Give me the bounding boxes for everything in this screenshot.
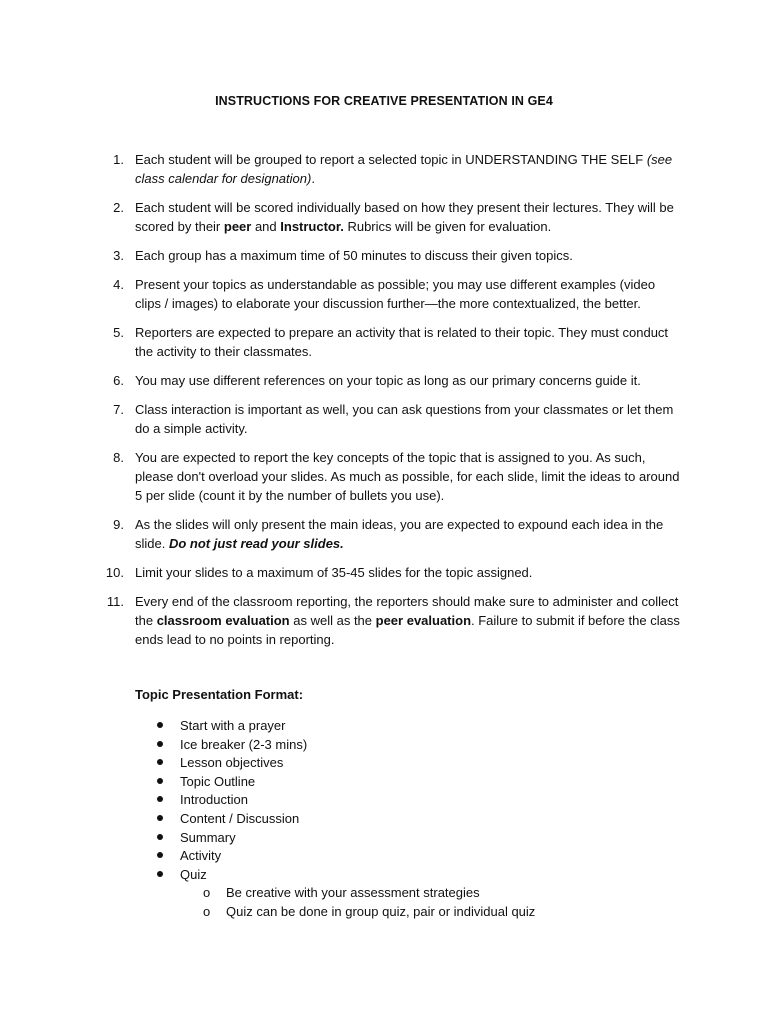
- bullet-dot-icon: [157, 796, 163, 802]
- item-text: [135, 246, 683, 265]
- bullet-dot-icon: [157, 834, 163, 840]
- item-text-run: classroom evaluation: [156, 613, 290, 628]
- format-bullet-label: Summary: [180, 829, 236, 845]
- item-number: 1.: [113, 152, 124, 167]
- item-text-run: Each group has a maximum time of 50 minutes to discuss their given topics.: [135, 248, 573, 263]
- bullet-dot-icon: [157, 852, 163, 858]
- item-number: 7.: [113, 402, 124, 417]
- item-text-run: Instructor.: [280, 219, 344, 234]
- topic-format-heading: Topic Presentation Format:: [135, 687, 304, 702]
- item-text: [135, 323, 683, 361]
- bullet-dot-icon: [157, 871, 163, 877]
- item-number: 5.: [113, 325, 124, 340]
- item-number: 2.: [113, 200, 124, 215]
- quiz-subitem-label: Be creative with your assessment strategies: [226, 885, 480, 901]
- item-text: [135, 592, 683, 649]
- bullet-dot-icon: [157, 722, 163, 728]
- item-number: 4.: [113, 277, 124, 292]
- item-text-run: Rubrics will be given for evaluation.: [343, 219, 552, 234]
- item-text-run: and: [251, 219, 281, 234]
- item-number: 9.: [113, 517, 124, 532]
- item-text-run: Reporters are expected to prepare an activity that is related to their topic. They must conduct the activity to their classmates.: [135, 325, 669, 359]
- format-bullet-label: Quiz: [180, 866, 207, 882]
- item-text-run: .: [311, 171, 315, 186]
- item-text: [135, 275, 683, 313]
- bullet-dot-icon: [157, 778, 163, 784]
- item-number: 3.: [113, 248, 124, 263]
- item-text-run: Limit your slides to a maximum of 35-45 slides for the topic assigned.: [135, 565, 533, 580]
- bullet-dot-icon: [157, 759, 163, 765]
- item-number: 8.: [113, 450, 124, 465]
- format-bullet-label: Content / Discussion: [180, 811, 300, 826]
- sub-bullet-marker: o: [203, 904, 211, 919]
- format-bullet-label: Introduction: [180, 792, 248, 808]
- format-bullet-label: Lesson objectives: [180, 755, 284, 771]
- format-bullet-label: Topic Outline: [180, 773, 256, 789]
- format-bullet-label: Start with a prayer: [180, 718, 286, 733]
- item-number: 10.: [105, 565, 124, 580]
- quiz-subitem-label: Quiz can be done in group quiz, pair or individual quiz: [226, 904, 536, 919]
- bullet-dot-icon: [157, 741, 163, 747]
- item-text-run: Every end of the classroom reporting, the reporters should make sure to administer and collect the: [135, 594, 679, 628]
- item-text: [135, 371, 683, 390]
- item-text: [135, 198, 683, 236]
- item-text-run: Do not just read your slides.: [168, 536, 344, 551]
- item-text-run: peer evaluation: [375, 613, 472, 628]
- item-text-run: Present your topics as understandable as possible; you may use different examples (video clips / images) to elaborate your discussion further—the more contextualized, the better.: [135, 277, 656, 311]
- item-text: [135, 448, 683, 505]
- item-text-run: . Failure to submit if before the class ends lead to no points in reporting.: [135, 613, 680, 647]
- format-bullet-label: Ice breaker (2-3 mins): [180, 736, 308, 752]
- bullet-dot-icon: [157, 815, 163, 821]
- item-text-run: As the slides will only present the main ideas, you are expected to expound each idea in the slide.: [135, 517, 664, 551]
- sub-bullet-marker: o: [203, 885, 211, 901]
- document-title: INSTRUCTIONS FOR CREATIVE PRESENTATION IN GE4: [215, 94, 553, 108]
- format-bullet-label: Activity: [180, 848, 222, 864]
- item-text-run: Each student will be grouped to report a selected topic in UNDERSTANDING THE SELF: [135, 152, 647, 167]
- item-text-run: as well as the: [289, 613, 376, 628]
- item-number: 11.: [106, 594, 124, 609]
- item-text-run: You are expected to report the key concepts of the topic that is assigned to you. As such, please don't overload your slides. As much as possible, for each slide, limit the ideas to around 5 per slide (count it by the number of bullets you use).: [135, 450, 680, 503]
- item-text-run: Each student will be scored individually based on how they present their lectures. They will be scored by their: [135, 200, 674, 234]
- item-text: [135, 563, 683, 582]
- item-text-run: peer: [223, 219, 252, 234]
- item-text: [135, 400, 683, 438]
- item-text-run: (see class calendar for designation): [135, 152, 673, 186]
- item-text-run: Class interaction is important as well, you can ask questions from your classmates or let them do a simple activity.: [135, 402, 674, 436]
- item-text: [135, 515, 683, 553]
- item-text-run: You may use different references on your topic as long as our primary concerns guide it.: [135, 373, 641, 388]
- item-number: 6.: [113, 373, 124, 388]
- item-text: [135, 150, 683, 188]
